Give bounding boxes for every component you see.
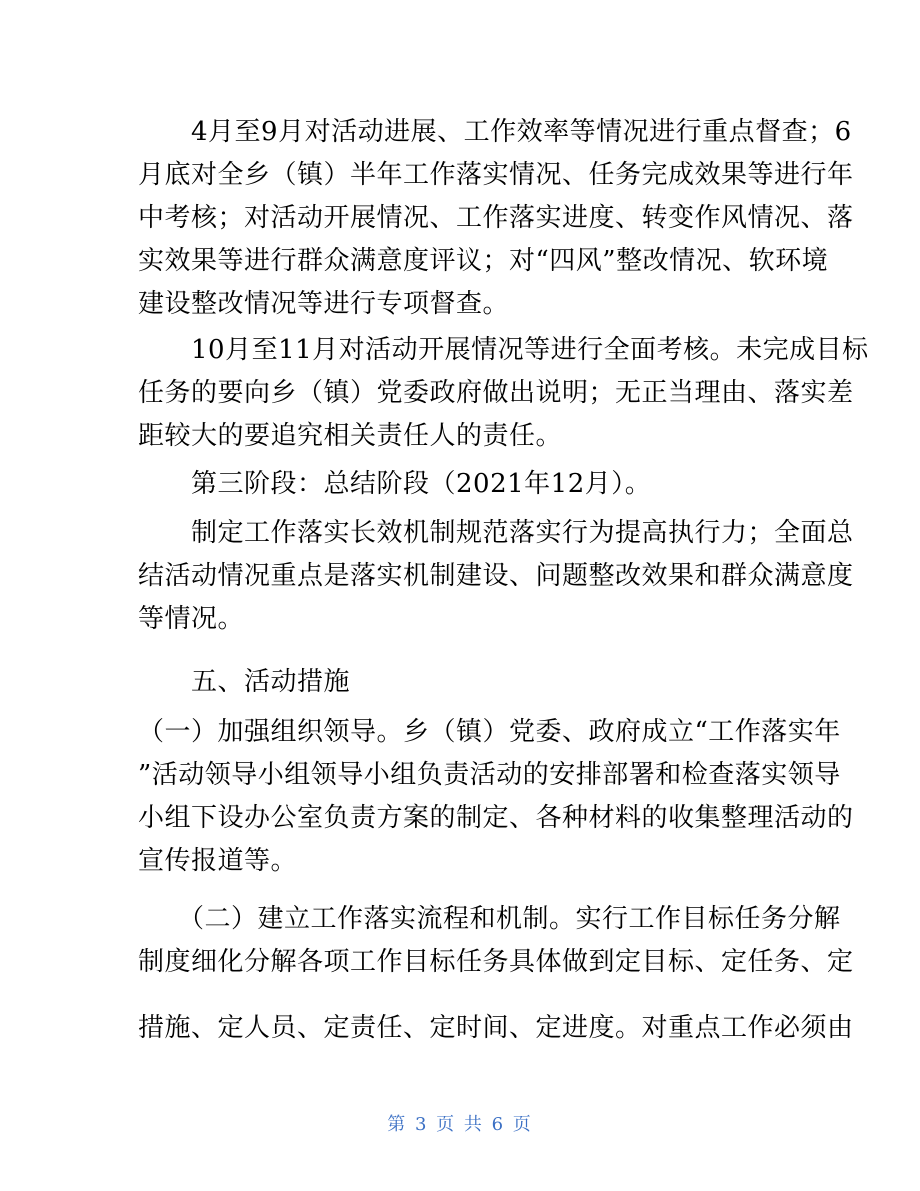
body-line: 中考核；对活动开展情况、工作落实进度、转变作风情况、落 <box>138 203 854 233</box>
page-number: 第 3 页 共 6 页 <box>387 1114 533 1135</box>
body-line: 实效果等进行群众满意度评议；对“四风”整改情况、软环境 <box>138 246 829 276</box>
body-line: （一）加强组织领导。乡（镇）党委、政府成立“工作落实年 <box>138 717 841 747</box>
body-line: （二）建立工作落实流程和机制。实行工作目标任务分解 <box>138 904 841 934</box>
body-line: 结活动情况重点是落实机制建设、问题整改效果和群众满意度 <box>138 561 854 591</box>
body-line: ”活动领导小组领导小组负责活动的安排部署和检查落实领导 <box>138 760 841 790</box>
section-heading: 第三阶段：总结阶段（2021年12月）。 <box>138 469 652 499</box>
body-line: 宣传报道等。 <box>138 846 298 876</box>
body-line: 任务的要向乡（镇）党委政府做出说明；无正当理由、落实差 <box>138 378 854 408</box>
body-line: 制度细化分解各项工作目标任务具体做到定目标、定任务、定 <box>138 947 854 977</box>
body-line: 月底对全乡（镇）半年工作落实情况、任务完成效果等进行年 <box>138 160 854 190</box>
body-line: 等情况。 <box>138 604 245 634</box>
body-line: 措施、定人员、定责任、定时间、定进度。对重点工作必须由 <box>138 1013 854 1043</box>
body-line: 10月至11月对活动开展情况等进行全面考核。未完成目标 <box>138 335 869 365</box>
body-line: 小组下设办公室负责方案的制定、各种材料的收集整理活动的 <box>138 803 854 833</box>
body-line: 距较大的要追究相关责任人的责任。 <box>138 421 563 451</box>
body-line: 建设整改情况等进行专项督查。 <box>138 289 510 319</box>
section-heading: 五、活动措施 <box>138 667 351 697</box>
body-line: 4月至9月对活动进展、工作效率等情况进行重点督查；6 <box>138 117 852 147</box>
body-line: 制定工作落实长效机制规范落实行为提高执行力；全面总 <box>138 518 854 548</box>
